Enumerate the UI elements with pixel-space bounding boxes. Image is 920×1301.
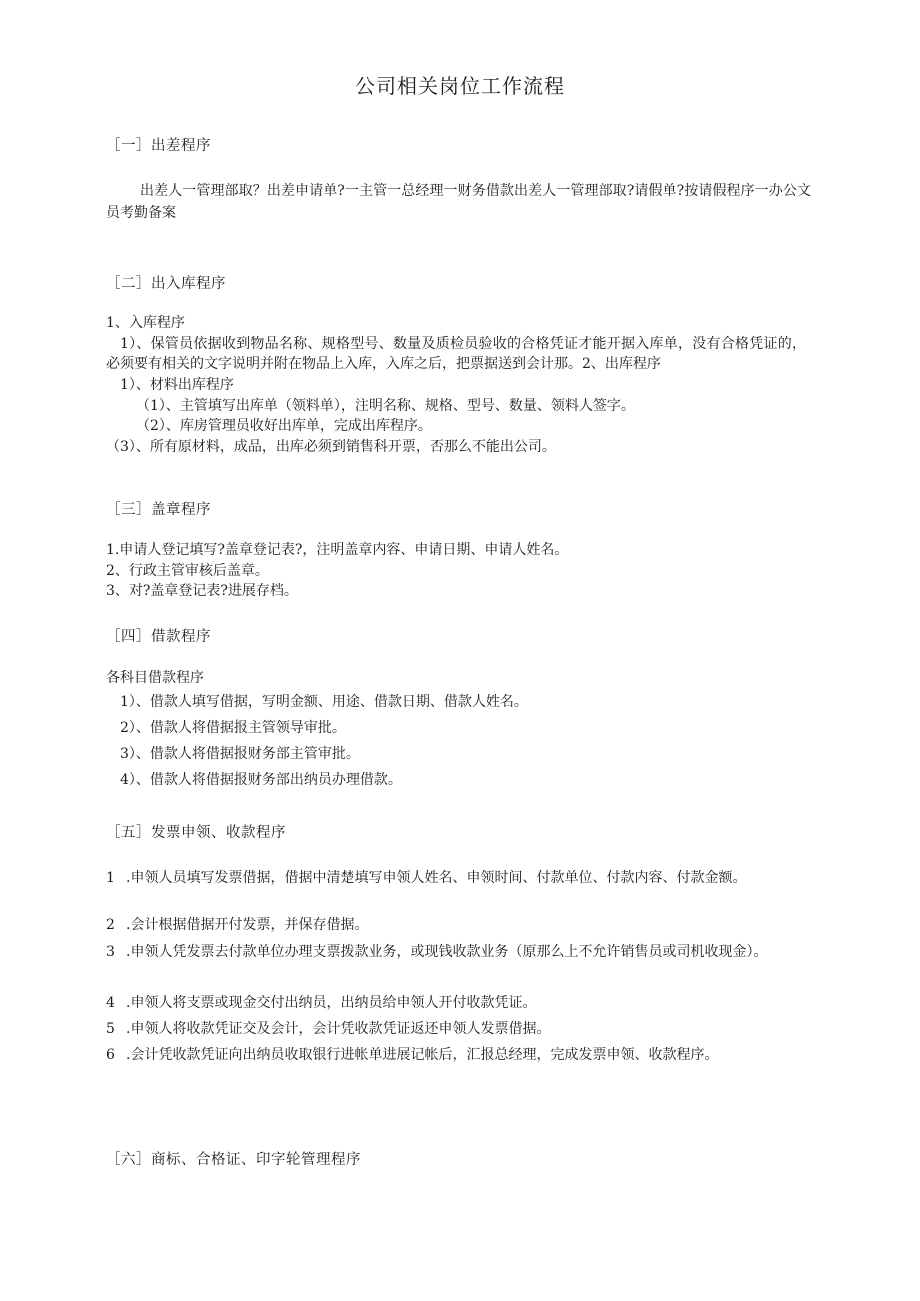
item-text: .会计凭收款凭证向出纳员收取银行进帐单进展记帐后，汇报总经理，完成发票申领、收款程序。	[126, 1047, 719, 1063]
list-item: 2）、借款人将借据报主管领导审批。	[120, 720, 346, 736]
section-heading-warehouse: ［二］出入库程序	[106, 276, 226, 292]
item-text: .申领人员填写发票借据，借据中清楚填写申领人姓名、申领时间、付款单位、付款内容、付款金额。	[126, 870, 747, 886]
loan-intro: 各科目借款程序	[106, 670, 204, 686]
list-item	[106, 915, 368, 935]
list-item	[106, 993, 536, 1013]
list-item	[106, 1019, 550, 1039]
list-item: 1）、借款人填写借据，写明金额、用途、借款日期、借款人姓名。	[120, 694, 528, 710]
item-number: 3	[106, 944, 115, 960]
item-text: .申领人凭发票去付款单位办理支票拨款业务，或现钱收款业务（原那么上不允许销售员或司机收现金）。	[126, 944, 768, 960]
item-number: 5	[106, 1021, 115, 1037]
warehouse-line: （2）、库房管理员收好出库单，完成出库程序。	[136, 418, 432, 434]
warehouse-paragraph: 1）、保管员依据收到物品名称、规格型号、数量及质检员验收的合格凭证才能开据入库单，没有合格凭证的，必须要有相关的文字说明并附在物品上入库，入库之后，把票据送到会计那。2、出库程序	[106, 336, 806, 372]
list-item	[106, 940, 806, 964]
item-number: 1	[106, 870, 115, 886]
warehouse-line: 1、入库程序	[106, 315, 185, 331]
section-heading-loan: ［四］借款程序	[106, 629, 211, 645]
list-item: 4）、借款人将借据报财务部出纳员办理借款。	[120, 772, 402, 788]
stamp-line: 2、行政主管审核后盖章。	[106, 563, 269, 579]
item-text: .申领人将收款凭证交及会计，会计凭收款凭证返还申领人发票借据。	[126, 1021, 551, 1037]
warehouse-line: （3）、所有原材料，成品，出库必须到销售科开票，否那么不能出公司。	[106, 439, 556, 455]
section-travel-paragraph: 出差人一管理部取？出差申请单?一主管一总经理一财务借款出差人一管理部取?请假单?按请假程序一办公文员考勤备案	[106, 183, 811, 221]
stamp-line: 3、对?盖章登记表?进展存档。	[106, 583, 298, 599]
list-item	[106, 1045, 718, 1065]
page-title: 公司相关岗位工作流程	[355, 74, 565, 98]
section-heading-stamp: ［三］盖章程序	[106, 502, 211, 518]
stamp-line: 1.申请人登记填写?盖章登记表?，注明盖章内容、申请日期、申请人姓名。	[106, 542, 569, 558]
item-number: 2	[106, 917, 115, 933]
warehouse-line: 1）、材料出库程序	[120, 377, 234, 393]
section-heading-travel: ［一］出差程序	[106, 138, 211, 154]
item-number: 6	[106, 1047, 115, 1063]
item-text: .申领人将支票或现金交付出纳员，出纳员给申领人开付收款凭证。	[126, 995, 537, 1011]
section-heading-invoice: ［五］发票申领、收款程序	[106, 825, 286, 841]
list-item: 3）、借款人将借据报财务部主管审批。	[120, 746, 360, 762]
item-number: 4	[106, 995, 115, 1011]
list-item	[106, 866, 796, 890]
warehouse-line: （1）、主管填写出库单（领料单），注明名称、规格、型号、数量、领料人签字。	[136, 398, 635, 414]
section-heading-trademark: ［六］商标、合格证、印字轮管理程序	[106, 1152, 361, 1168]
item-text: .会计根据借据开付发票，并保存借据。	[126, 917, 369, 933]
